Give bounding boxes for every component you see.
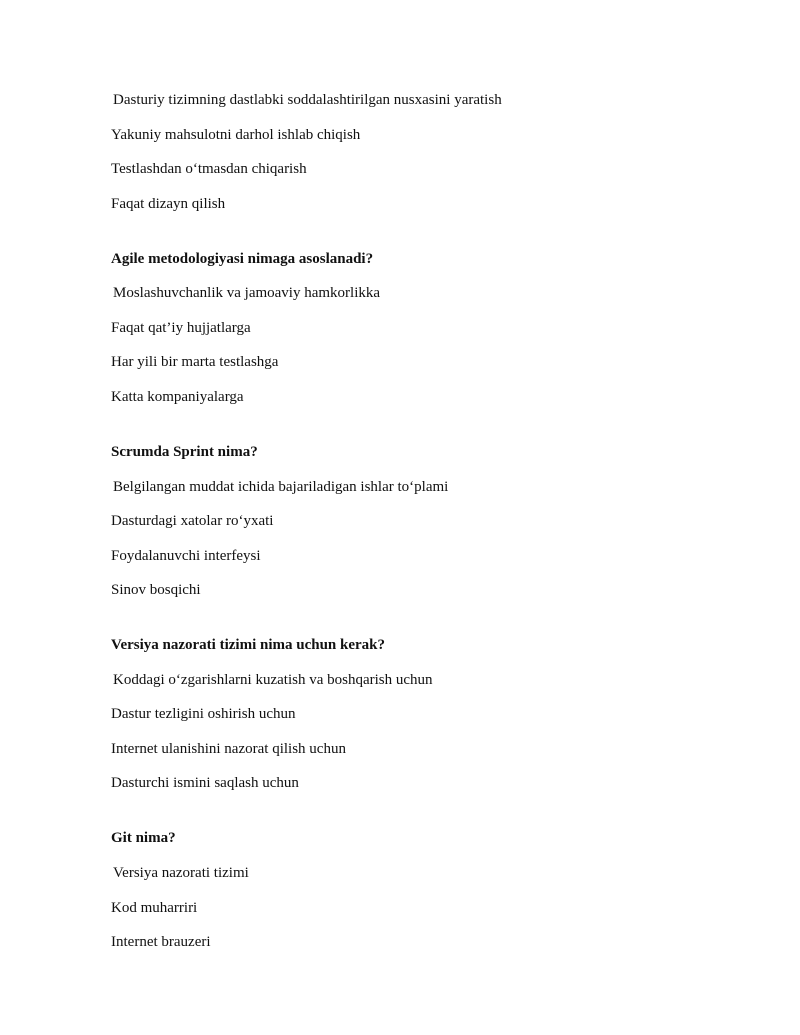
answer-option: Internet ulanishini nazorat qilish uchun bbox=[111, 741, 346, 757]
answer-option: Moslashuvchanlik va jamoaviy hamkorlikka bbox=[113, 285, 381, 301]
answer-option: Katta kompaniyalarga bbox=[111, 389, 244, 405]
answer-option: Belgilangan muddat ichida bajariladigan ishlar to‘plami bbox=[113, 479, 449, 495]
answer-option: Foydalanuvchi interfeysi bbox=[111, 548, 261, 564]
answer-option: Dasturchi ismini saqlash uchun bbox=[111, 775, 299, 791]
answer-option: Dasturiy tizimning dastlabki soddalashtirilgan nusxasini yaratish bbox=[113, 92, 502, 108]
question-heading: Versiya nazorati tizimi nima uchun kerak? bbox=[111, 637, 386, 653]
answer-option: Dastur tezligini oshirish uchun bbox=[111, 706, 296, 722]
answer-option: Faqat qat’iy hujjatlarga bbox=[111, 320, 251, 336]
answer-option: Dasturdagi xatolar ro‘yxati bbox=[111, 513, 274, 529]
answer-option: Har yili bir marta testlashga bbox=[111, 354, 279, 370]
answer-option: Sinov bosqichi bbox=[111, 582, 201, 598]
answer-option: Koddagi o‘zgarishlarni kuzatish va boshqarish uchun bbox=[113, 672, 433, 688]
answer-option: Faqat dizayn qilish bbox=[111, 196, 226, 212]
answer-option: Internet brauzeri bbox=[111, 934, 211, 950]
answer-option: Yakuniy mahsulotni darhol ishlab chiqish bbox=[111, 127, 361, 143]
answer-option: Kod muharriri bbox=[111, 900, 198, 916]
answer-option: Testlashdan o‘tmasdan chiqarish bbox=[111, 161, 307, 177]
question-heading: Scrumda Sprint nima? bbox=[111, 444, 258, 460]
question-heading: Agile metodologiyasi nimaga asoslanadi? bbox=[111, 251, 374, 267]
answer-option: Versiya nazorati tizimi bbox=[113, 865, 249, 881]
question-heading: Git nima? bbox=[111, 830, 176, 846]
